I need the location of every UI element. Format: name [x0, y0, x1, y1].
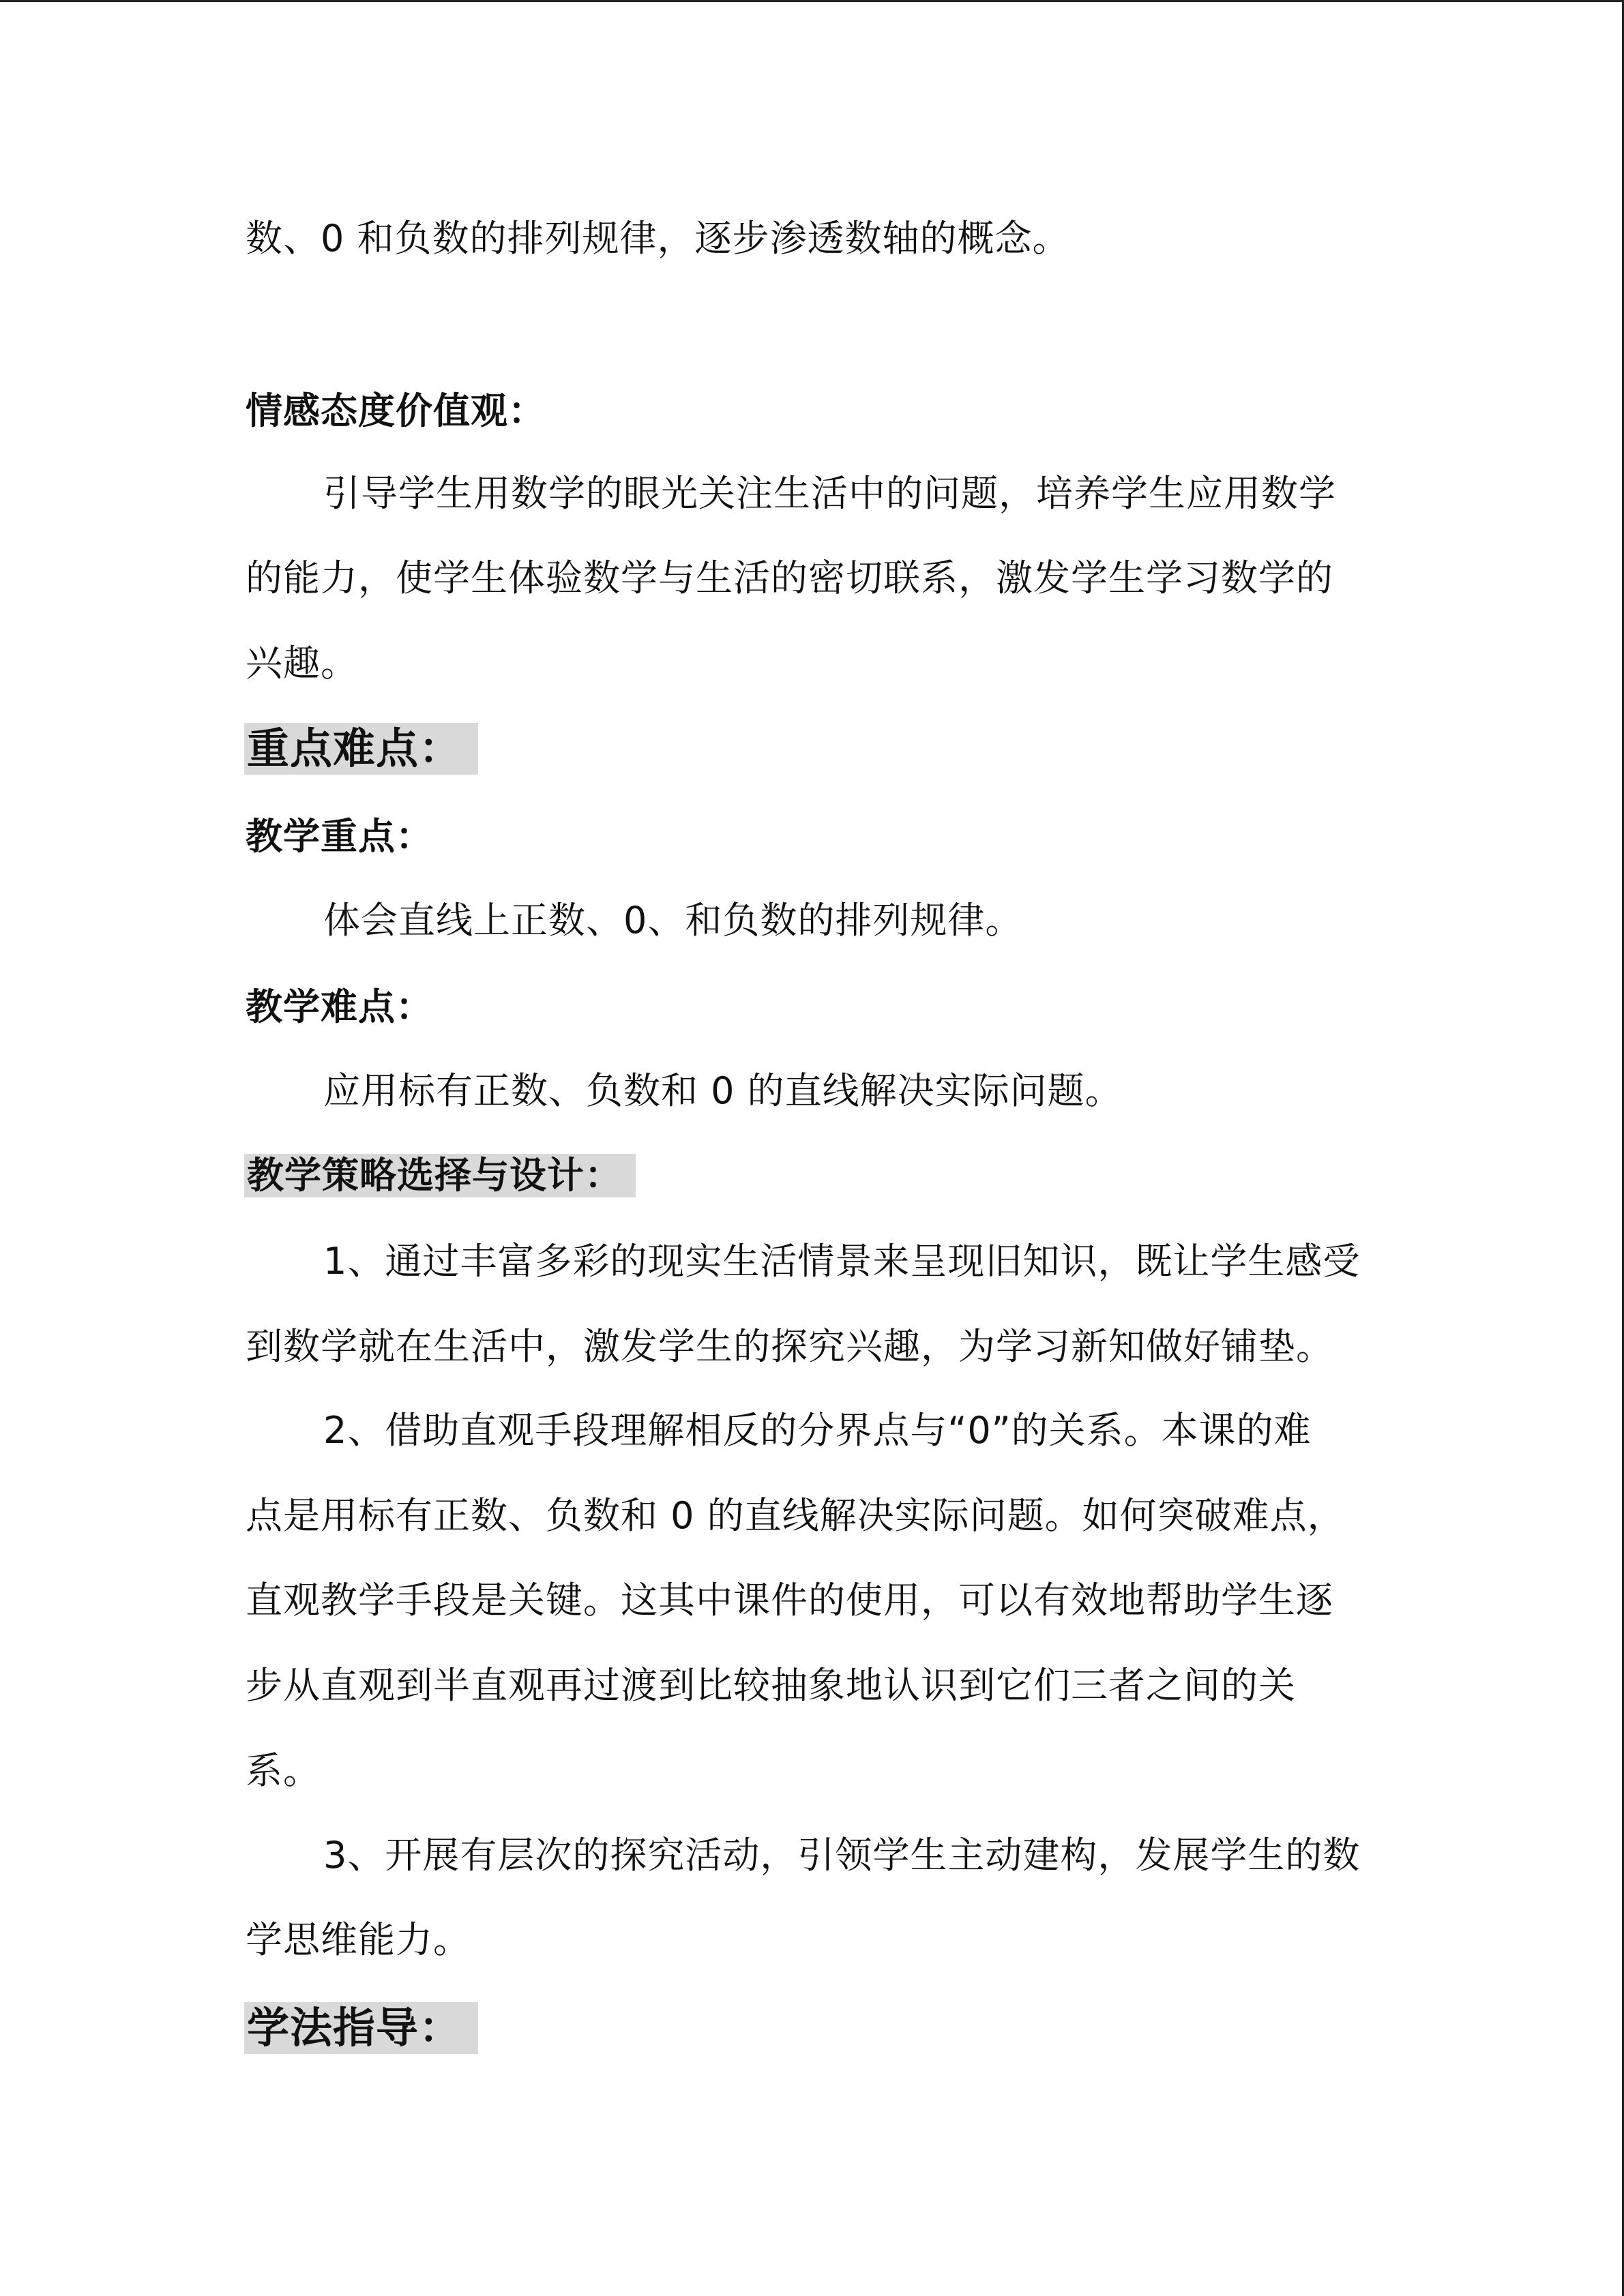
section-heading-study-method: 学法指导： — [244, 2002, 478, 2054]
section-label-emotion: 情感态度价值观： — [246, 389, 546, 432]
section-heading-key-points: 重点难点： — [244, 723, 478, 775]
paragraph-line: 引导学生用数学的眼光关注生活中的问题，培养学生应用数学 — [323, 472, 1336, 515]
section-label-difficulty: 教学难点： — [246, 985, 433, 1028]
paragraph-line: 直观教学手段是关键。这其中课件的使用，可以有效地帮助学生逐 — [246, 1579, 1333, 1622]
paragraph-line: 体会直线上正数、0、和负数的排列规律。 — [323, 899, 1023, 942]
paragraph-line: 数、0 和负数的排列规律，逐步渗透数轴的概念。 — [246, 217, 1070, 260]
paragraph-line: 应用标有正数、负数和 0 的直线解决实际问题。 — [323, 1069, 1123, 1112]
paragraph-line: 兴趣。 — [246, 642, 358, 685]
paragraph-line: 步从直观到半直观再过渡到比较抽象地认识到它们三者之间的关 — [246, 1664, 1296, 1707]
paragraph-line: 点是用标有正数、负数和 0 的直线解决实际问题。如何突破难点， — [246, 1494, 1345, 1537]
paragraph-line: 学思维能力。 — [246, 1918, 471, 1961]
paragraph-line: 1、通过丰富多彩的现实生活情景来呈现旧知识，既让学生感受 — [323, 1240, 1361, 1283]
section-label-focus: 教学重点： — [246, 815, 433, 858]
paragraph-line: 系。 — [246, 1749, 321, 1792]
paragraph-line: 到数学就在生活中，激发学生的探究兴趣，为学习新知做好铺垫。 — [246, 1325, 1333, 1368]
section-heading-strategy: 教学策略选择与设计： — [244, 1154, 636, 1197]
page-border-top — [0, 0, 1624, 2]
paragraph-line: 的能力，使学生体验数学与生活的密切联系，激发学生学习数学的 — [246, 556, 1333, 599]
paragraph-line: 3、开展有层次的探究活动，引领学生主动建构，发展学生的数 — [323, 1834, 1361, 1877]
paragraph-line: 2、借助直观手段理解相反的分界点与“0”的关系。本课的难 — [323, 1409, 1312, 1452]
